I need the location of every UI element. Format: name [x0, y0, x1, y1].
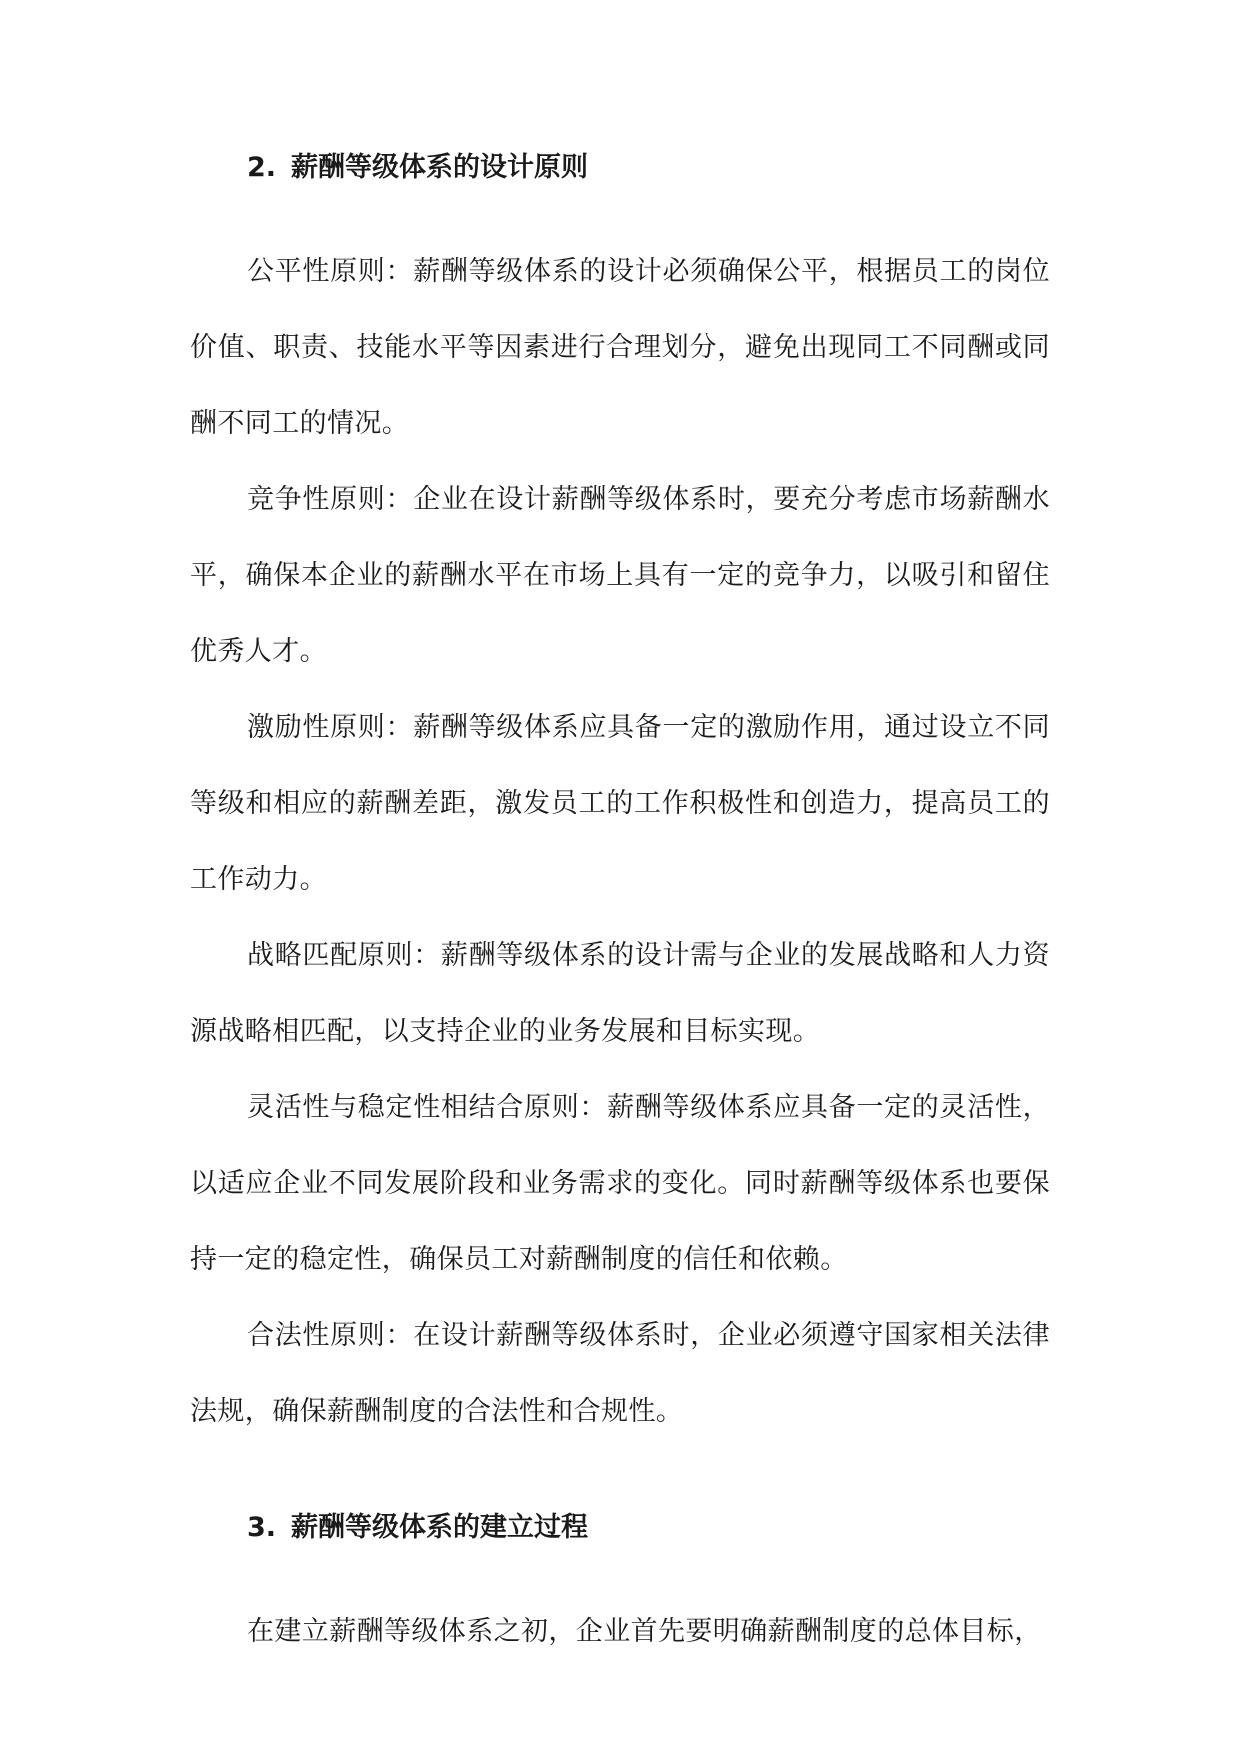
- paragraph-strategy-match-principle: 战略匹配原则：薪酬等级体系的设计需与企业的发展战略和人力资源战略相匹配，以支持企业的业务发展和目标实现。: [190, 940, 1050, 1047]
- paragraph-incentive-principle: 激励性原则：薪酬等级体系应具备一定的激励作用，通过设立不同等级和相应的薪酬差距，激发员工的工作积极性和创造力，提高员工的工作动力。: [190, 712, 1050, 895]
- spacer: [190, 1548, 1050, 1594]
- section-number: 3.: [247, 1512, 277, 1543]
- paragraph-flexibility-stability-principle: 灵活性与稳定性相结合原则：薪酬等级体系应具备一定的灵活性，以适应企业不同发展阶段和业务需求的变化。同时薪酬等级体系也要保持一定的稳定性，确保员工对薪酬制度的信任和依赖。: [190, 1092, 1050, 1275]
- spacer: [190, 188, 1050, 234]
- section-number: 2.: [247, 152, 277, 183]
- paragraph-competitiveness-principle: 竞争性原则：企业在设计薪酬等级体系时，要充分考虑市场薪酬水平，确保本企业的薪酬水平在市场上具有一定的竞争力，以吸引和留住优秀人才。: [190, 484, 1050, 667]
- section-heading-2: [190, 148, 1050, 188]
- paragraph-fairness-principle: 公平性原则：薪酬等级体系的设计必须确保公平，根据员工的岗位价值、职责、技能水平等因素进行合理划分，避免出现同工不同酬或同酬不同工的情况。: [190, 256, 1050, 439]
- section-title: 薪酬等级体系的设计原则: [291, 152, 588, 183]
- document-body: [190, 148, 1050, 1670]
- section-title: 薪酬等级体系的建立过程: [291, 1512, 588, 1543]
- section-heading-3: [190, 1508, 1050, 1548]
- paragraph-establishment-process: 在建立薪酬等级体系之初，企业首先要明确薪酬制度的总体目标，: [247, 1616, 1042, 1647]
- spacer: [190, 1450, 1050, 1508]
- paragraph-legality-principle: 合法性原则：在设计薪酬等级体系时，企业必须遵守国家相关法律法规，确保薪酬制度的合法性和合规性。: [190, 1320, 1050, 1427]
